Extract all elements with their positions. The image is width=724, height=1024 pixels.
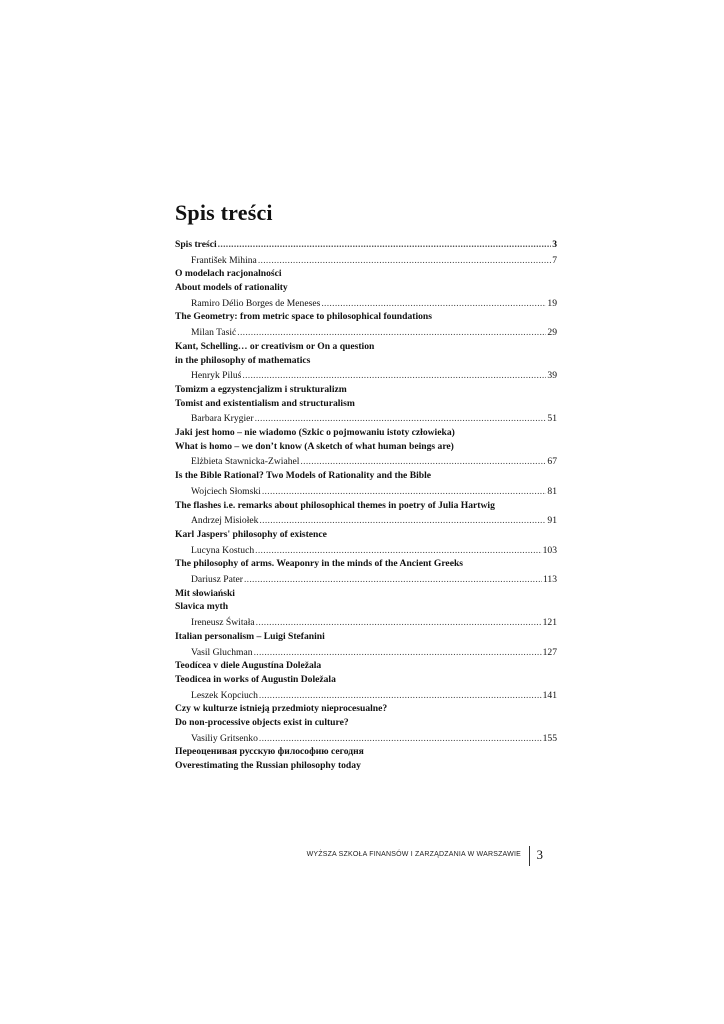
toc-author-row[interactable] [175,514,557,528]
toc-entry [175,369,557,410]
author-name: Andrzej Misiołek [191,515,259,527]
toc-entry [175,485,557,512]
author-name: Lucyna Kostuch [191,544,255,556]
toc-author-row[interactable] [175,412,557,426]
dot-leader [300,455,546,469]
page-number: 3 [536,847,543,862]
toc-entry [175,573,557,614]
author-name: Vasil Gluchman [191,646,253,658]
dot-leader [242,369,546,383]
toc-author-row[interactable] [175,573,557,587]
toc-head-row[interactable] [175,238,557,252]
page-footer [0,846,557,866]
toc-author-row[interactable] [175,369,557,383]
dot-leader [259,514,546,528]
toc-entry [175,732,557,773]
toc-author-row[interactable] [175,254,557,268]
page-ref: 155 [542,732,557,744]
article-title[interactable]: Slavica myth [175,601,229,613]
toc-author-row[interactable] [175,646,557,660]
dot-leader [244,573,542,587]
page-ref: 91 [547,515,557,527]
author-name: František Mihina [191,254,257,266]
article-title[interactable]: O modelach racjonalności [175,268,282,280]
article-title[interactable]: in the philosophy of mathematics [175,354,311,366]
article-title[interactable]: Do non-processive objects exist in culture? [175,716,349,728]
toc-entry [175,412,557,453]
author-name: Barbara Krygier [191,413,254,425]
author-name: Milan Tasić [191,327,237,339]
article-title[interactable]: Czy w kulturze istnieją przedmioty nieprocesualne? [175,703,388,715]
author-name: Elżbieta Stawnicka-Zwiahel [191,456,300,468]
dot-leader [259,732,542,746]
dot-leader [254,646,542,660]
dot-leader [255,544,541,558]
article-title[interactable]: Italian personalism – Luigi Stefanini [175,630,325,642]
dot-leader [255,412,547,426]
article-title[interactable]: The flashes i.e. remarks about philosophical themes in poetry of Julia Hartwig [175,499,495,511]
article-title[interactable]: The Geometry: from metric space to philosophical foundations [175,311,432,323]
dot-leader [321,297,546,311]
author-name: Ramiro Délio Borges de Meneses [191,297,321,309]
table-of-contents [175,200,557,773]
page-title: Spis treści [175,200,273,225]
footer-divider [529,846,530,866]
toc-author-row[interactable] [175,689,557,703]
page-ref: 121 [542,617,557,629]
article-title[interactable]: Kant, Schelling… or creativism or On a question [175,340,375,352]
toc-author-row[interactable] [175,326,557,340]
publisher-name: WYŻSZA SZKOŁA FINANSÓW I ZARZĄDZANIA W WARSZAWIE [306,851,521,858]
toc-entry [175,514,557,541]
author-name: Leszek Kopciuch [191,689,258,701]
toc-entry [175,455,557,482]
toc-head-page: 3 [552,239,557,250]
page-ref: 19 [547,297,557,309]
article-title[interactable]: Teodicea in works of Augustin Doležala [175,673,336,685]
dot-leader [259,689,542,703]
toc-author-row[interactable] [175,485,557,499]
page-ref: 29 [547,327,557,339]
dot-leader [262,485,547,499]
article-title[interactable]: Karl Jaspers' philosophy of existence [175,528,327,540]
toc-head-label: Spis treści [175,239,217,250]
dot-leader [258,254,551,268]
toc-entry [175,646,557,687]
dot-leader [256,616,542,630]
author-name: Dariusz Pater [191,574,243,586]
dot-leader [237,326,546,340]
author-name: Wojciech Słomski [191,485,261,497]
toc-author-row[interactable] [175,297,557,311]
page-ref: 113 [542,574,557,586]
article-title[interactable]: Teodícea v diele Augustína Doležala [175,660,322,672]
page-ref: 81 [547,485,557,497]
article-title[interactable]: The philosophy of arms. Weaponry in the minds of the Ancient Greeks [175,558,464,570]
page-ref: 141 [542,689,557,701]
toc-author-row[interactable] [175,732,557,746]
toc-entry [175,616,557,643]
article-title[interactable]: Jaki jest homo – nie wiadomo (Szkic o pojmowaniu istoty człowieka) [175,427,455,439]
page-ref: 127 [542,646,557,658]
toc-entry [175,326,557,367]
page-ref: 67 [547,456,557,468]
article-title[interactable]: What is homo – we don’t know (A sketch of what human beings are) [175,440,454,452]
toc-author-row[interactable] [175,544,557,558]
page-ref: 7 [552,254,557,266]
article-title[interactable]: Tomist and existentialism and structuralism [175,397,355,409]
toc-entry [175,544,557,571]
toc-entry [175,297,557,324]
author-name: Henryk Piluś [191,370,242,382]
page-ref: 39 [547,370,557,382]
article-title[interactable]: About models of rationality [175,282,288,294]
page-ref: 103 [542,544,557,556]
article-title[interactable]: Overestimating the Russian philosophy today [175,760,361,772]
toc-author-row[interactable] [175,616,557,630]
toc-entry [175,689,557,730]
article-title[interactable]: Tomizm a egzystencjalizm i strukturalizm [175,383,347,395]
author-name: Ireneusz Świtała [191,617,255,629]
author-name: Vasiliy Gritsenko [191,732,258,744]
article-title[interactable]: Mit słowiański [175,587,235,599]
article-title[interactable]: Is the Bible Rational? Two Models of Rationality and the Bible [175,470,432,482]
page-ref: 51 [547,413,557,425]
toc-entries [175,254,557,773]
toc-author-row[interactable] [175,455,557,469]
toc-entry [175,254,557,295]
article-title[interactable]: Переоценивая русскую философию сегодня [175,746,364,758]
dot-leader [218,238,552,252]
